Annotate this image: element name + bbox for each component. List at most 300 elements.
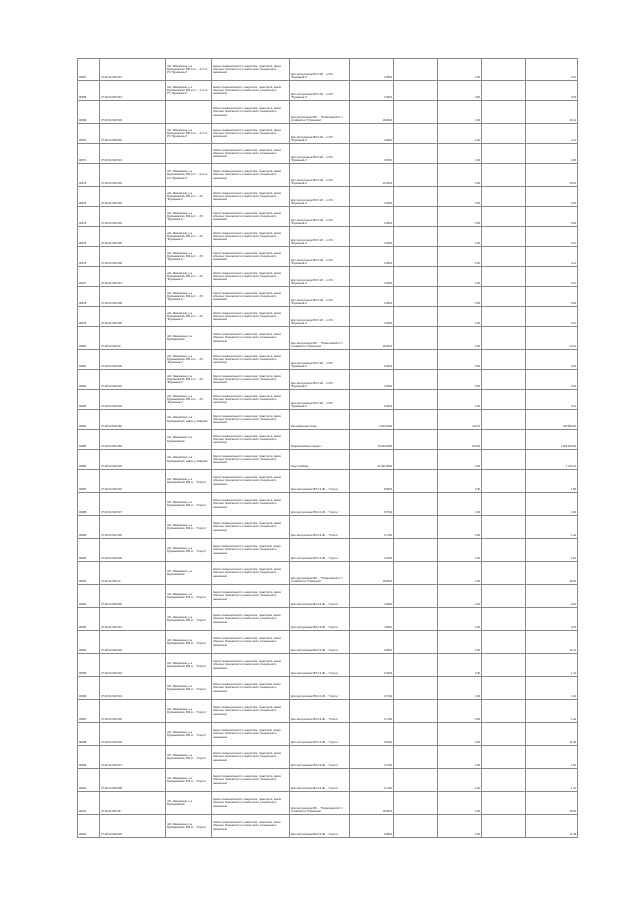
- cell-cadastral-number: 37:19:014726:320: [100, 516, 166, 539]
- cell-cadastral-number: 37:19:014726:332: [100, 390, 166, 410]
- cell-sum: 0.11: [526, 59, 578, 81]
- cell-code: 96090: [78, 539, 100, 562]
- cell-purpose: Для эксплуатации ВЛ-0.4 кВ ... "Гороть": [290, 608, 350, 631]
- table-row: [78, 585, 578, 608]
- cell-address: обл. Ивановская, р-н Фурмановский, 830 м от ... РС "Фурманов-2": [166, 287, 212, 307]
- cell-address: обл. Ивановская, р-н Фурмановский, 830 м ... "Гороть": [166, 493, 212, 516]
- cell-purpose: Для эксплуатации ВЛ ... "Приволжский-2" с отпайкой на "Губкинская": [290, 792, 350, 815]
- cell-code: 96081: [78, 350, 100, 370]
- cell-rate: 0.50: [438, 187, 482, 207]
- cell-address: обл. Ивановская, р-н Фурмановский: [166, 562, 212, 585]
- cell-sum: 0.11: [526, 390, 578, 410]
- cell-address: обл. Ивановская, р-н Фурмановский, 830 м от ... РС "Фурманов-2": [166, 187, 212, 207]
- cell-rate: 0.50: [438, 207, 482, 227]
- cell-empty: [394, 677, 438, 700]
- cell-empty: [482, 164, 526, 187]
- cell-cadastral-number: 37:19:014726:344: [100, 677, 166, 700]
- cell-purpose: Для эксплуатации ВЛ 6 кВ ... от РС "Фурманов-2": [290, 59, 350, 81]
- cell-empty: [394, 430, 438, 450]
- cell-rate: 0.50: [438, 370, 482, 390]
- cell-code: 96085: [78, 430, 100, 450]
- cell-code: 96079: [78, 307, 100, 327]
- cell-empty: [394, 746, 438, 769]
- cell-rate: 0.40: [438, 327, 482, 350]
- cell-sum: 1.60: [526, 746, 578, 769]
- cell-purpose: Радиорелейная станция ...: [290, 430, 350, 450]
- cell-area: 0.0054: [350, 227, 394, 247]
- table-row: [78, 144, 578, 164]
- table-row: [78, 677, 578, 700]
- cell-rate: 0.40: [438, 124, 482, 144]
- cell-sum: 0.11: [526, 227, 578, 247]
- cell-sum: 0.05: [526, 144, 578, 164]
- cell-area: 0.7604: [350, 654, 394, 677]
- table-row: [78, 187, 578, 207]
- table-row: [78, 207, 578, 227]
- cell-empty: [394, 493, 438, 516]
- cell-land-category: Земли промышленности, энергетики, транспорта, земли обороны, безопасности и земли иного специального назначения: [212, 430, 290, 450]
- cell-land-category: Земли промышленности, энергетики, транспорта, земли обороны, безопасности и земли иного специального назначения: [212, 247, 290, 267]
- cell-land-category: Земли промышленности, энергетики, транспорта, земли обороны, безопасности и земли иного специального назначения: [212, 700, 290, 723]
- cell-sum: 0.03: [526, 350, 578, 370]
- cell-sum: 8.92: [526, 585, 578, 608]
- table-row: [78, 470, 578, 493]
- cell-code: 96097: [78, 700, 100, 723]
- cell-code: 96082: [78, 370, 100, 390]
- cell-purpose: Для эксплуатации ВЛ ... "Приволжский-2" с отпайкой на "Губкинская": [290, 101, 350, 124]
- cell-cadastral-number: 37:19:014726:319: [100, 81, 166, 101]
- cell-land-category: Земли промышленности, энергетики, транспорта, земли обороны, безопасности и земли иного специального назначения: [212, 227, 290, 247]
- cell-area: 0.7104: [350, 746, 394, 769]
- cell-address: обл. Ивановская, р-н Фурмановский, район д. Жарково: [166, 450, 212, 470]
- cell-empty: [482, 677, 526, 700]
- cell-sum: 450 800.00: [526, 410, 578, 430]
- cell-sum: 18.00: [526, 792, 578, 815]
- cell-empty: [482, 769, 526, 792]
- cell-land-category: Земли промышленности, энергетики, транспорта, земли обороны, безопасности и земли иного специального назначения: [212, 370, 290, 390]
- cell-address: [166, 101, 212, 124]
- cell-empty: [482, 287, 526, 307]
- cell-empty: [482, 430, 526, 450]
- cell-sum: 54.11: [526, 101, 578, 124]
- cell-code: 96068: [78, 81, 100, 101]
- cell-sum: 36.00: [526, 562, 578, 585]
- cell-purpose: Для эксплуатации ВЛ 6 кВ ... от РС "Фурманов-2": [290, 247, 350, 267]
- cell-cadastral-number: 37:19:014726:307: [100, 493, 166, 516]
- cell-empty: [394, 450, 438, 470]
- cell-rate: 0.40: [438, 654, 482, 677]
- cell-address: обл. Ивановская, р-н Фурмановский, 830 м от ... РС "Фурманов-2": [166, 267, 212, 287]
- cell-rate: 0.00: [438, 723, 482, 746]
- cell-sum: 1.42: [526, 677, 578, 700]
- cell-empty: [394, 390, 438, 410]
- cell-code: 96070: [78, 124, 100, 144]
- table-row: [78, 327, 578, 350]
- cell-rate: 0.40: [438, 769, 482, 792]
- cell-sum: 0.03: [526, 370, 578, 390]
- cell-cadastral-number: 37:19:014726:14: [100, 562, 166, 585]
- cell-land-category: Земли промышленности, энергетики, транспорта, земли обороны, безопасности и земли иного специального назначения: [212, 390, 290, 410]
- cell-rate: 0.40: [438, 815, 482, 838]
- cell-code: 96072: [78, 164, 100, 187]
- cell-area: 0.7604: [350, 539, 394, 562]
- cell-empty: [394, 350, 438, 370]
- cell-empty: [394, 144, 438, 164]
- cell-empty: [394, 410, 438, 430]
- cell-sum: 0.03: [526, 207, 578, 227]
- cell-area: 8.8004: [350, 470, 394, 493]
- cell-code: 96087: [78, 470, 100, 493]
- cell-empty: [482, 144, 526, 164]
- cell-purpose: Для эксплуатации ВЛ 6 кВ ... от РС "Фурманов-2": [290, 287, 350, 307]
- cell-purpose: Для эксплуатации ВЛ-0.4 кВ ... "Гороть": [290, 470, 350, 493]
- cell-address: обл. Ивановская, р-н Фурмановский, 830 м ... "Гороть": [166, 654, 212, 677]
- cell-code: 96084: [78, 410, 100, 430]
- cell-purpose: Для эксплуатации ВЛ 6 кВ ... от РС "Фурманов-2": [290, 207, 350, 227]
- cell-cadastral-number: 37:19:014726:310: [100, 59, 166, 81]
- cell-empty: [394, 654, 438, 677]
- cell-address: обл. Ивановская, р-н Фурмановский, 830 м ... "Гороть": [166, 746, 212, 769]
- cell-empty: [394, 585, 438, 608]
- cell-purpose: Для эксплуатации ВЛ-0.4 кВ ... "Гороть": [290, 631, 350, 654]
- cell-sum: 0.11: [526, 267, 578, 287]
- cell-code: 96094: [78, 631, 100, 654]
- cell-sum: 0.03: [526, 81, 578, 101]
- cell-area: 0.7104: [350, 769, 394, 792]
- cell-cadastral-number: 37:19:014726:303: [100, 164, 166, 187]
- cell-rate: 0.50: [438, 287, 482, 307]
- cell-empty: [482, 370, 526, 390]
- cell-address: обл. Ивановская, р-н Фурмановский, 830 м ... "Гороть": [166, 677, 212, 700]
- cell-land-category: Земли промышленности, энергетики, транспорта, земли обороны, безопасности и земли иного специального назначения: [212, 769, 290, 792]
- cell-rate: 0.50: [438, 81, 482, 101]
- cell-area: 0.6604: [350, 631, 394, 654]
- cell-code: 96095: [78, 654, 100, 677]
- cell-cadastral-number: 37:19:014726:38: [100, 792, 166, 815]
- cell-land-category: Земли промышленности, энергетики, транспорta, земли обороны, безопасности и земли иного специального назначения: [212, 723, 290, 746]
- cell-land-category: Земли промышленности, энергетики, транспорта, земли обороны, безопасности и земли иного специального назначения: [212, 470, 290, 493]
- cell-sum: 9.75: [526, 608, 578, 631]
- cell-purpose: Для эксплуатации ВЛ-0.4 кВ ... "Гороть": [290, 493, 350, 516]
- cell-address: обл. Ивановская, р-н Фурмановский, 830 м ... "Гороть": [166, 700, 212, 723]
- cell-sum: 0.11: [526, 307, 578, 327]
- cell-cadastral-number: 37:19:014726:342: [100, 631, 166, 654]
- cell-empty: [482, 350, 526, 370]
- cell-sum: 1.60: [526, 493, 578, 516]
- cell-sum: 72.01: [526, 327, 578, 350]
- cell-empty: [482, 585, 526, 608]
- cell-empty: [394, 516, 438, 539]
- cell-address: обл. Ивановская, р-н Фурмановский, 830 м от ... 6-го от РС "Фурманов-2": [166, 81, 212, 101]
- cell-empty: [394, 287, 438, 307]
- cell-empty: [394, 562, 438, 585]
- cell-address: обл. Ивановская, р-н Фурмановский, 830 м от ... РС "Фурманов-2": [166, 307, 212, 327]
- cell-area: 0.7104: [350, 516, 394, 539]
- cell-area: 0.0054: [350, 390, 394, 410]
- cell-area: 18.0004: [350, 327, 394, 350]
- cell-land-category: Земли промышленности, энергетики, транспорта, земли обороны, безопасности и земли иного специального назначения: [212, 350, 290, 370]
- cell-area: 0.0554: [350, 59, 394, 81]
- cell-empty: [394, 723, 438, 746]
- cell-purpose: Интервальный склад: [290, 410, 350, 430]
- cell-rate: 0.40: [438, 608, 482, 631]
- cell-cadastral-number: 37:19:014726:294: [100, 470, 166, 493]
- cell-rate: 0.40: [438, 493, 482, 516]
- cell-rate: 0.40: [438, 539, 482, 562]
- cell-sum: 11.31: [526, 631, 578, 654]
- cell-cadastral-number: 37:19:014726:302: [100, 187, 166, 207]
- cell-empty: [394, 164, 438, 187]
- cell-address: обл. Ивановская, р-н Фурмановский, 830 м от ... РС "Фурманов-2": [166, 247, 212, 267]
- cell-land-category: Земли промышленности, энергетики, транспорта, земли обороны, безопасности и земли иного специального назначения: [212, 287, 290, 307]
- cell-rate: 0.00: [438, 585, 482, 608]
- table-row: [78, 815, 578, 838]
- table-row: [78, 654, 578, 677]
- cell-area: 4.8604: [350, 608, 394, 631]
- cell-address: обл. Ивановская, р-н Фурмановский, 830 м от ... 6-го от РС "Фурманов-2": [166, 59, 212, 81]
- table-row: [78, 247, 578, 267]
- cell-empty: [394, 815, 438, 838]
- cell-area: 18.0004: [350, 562, 394, 585]
- cell-land-category: Земли промышленности, энергетики, транспорта, земли обороны, безопасности и земли иного специального назначения: [212, 654, 290, 677]
- cell-cadastral-number: 37:19:014726:249: [100, 450, 166, 470]
- cell-code: 96067: [78, 59, 100, 81]
- cell-empty: [394, 307, 438, 327]
- cell-sum: 0.03: [526, 287, 578, 307]
- cell-rate: 100.00: [438, 430, 482, 450]
- cell-empty: [482, 746, 526, 769]
- cell-empty: [394, 81, 438, 101]
- cell-empty: [482, 410, 526, 430]
- cell-code: 96096: [78, 677, 100, 700]
- cell-address: обл. Ивановская, р-н Фурмановский, 830 м ... "Гороть": [166, 723, 212, 746]
- cell-address: обл. Ивановская, р-н Фурмановский, 830 м от ... РС "Фурманов-2": [166, 207, 212, 227]
- cell-empty: [394, 187, 438, 207]
- cell-address: обл. Ивановская, р-н Фурмановский, район д. Жарково: [166, 410, 212, 430]
- table-row: [78, 81, 578, 101]
- cell-empty: [394, 327, 438, 350]
- cell-address: обл. Ивановская, р-н Фурмановский, 830 м от ... 6-го от РС "Фурманов-2": [166, 164, 212, 187]
- cell-rate: 2.00: [438, 562, 482, 585]
- table-body: [78, 59, 578, 838]
- cell-land-category: Земли промышленности, энергетики, транспорта, земли обороны, безопасности и земли иного специального назначения: [212, 144, 290, 164]
- cell-address: обл. Ивановская, р-н Фурмановский, 830 м от ... РС "Фурманов-2": [166, 350, 212, 370]
- cell-empty: [482, 539, 526, 562]
- cell-sum: 1.42: [526, 516, 578, 539]
- cell-code: 96086: [78, 450, 100, 470]
- cell-sum: 1.41: [526, 769, 578, 792]
- cell-code: 96101: [78, 792, 100, 815]
- cell-land-category: Земли промышленности, энергетики, транспорta, земли обороны, безопасности и земли иного специального назначения: [212, 677, 290, 700]
- cell-purpose: Для эксплуатации ВЛ 6 кВ ... от РС "Фурманов-2": [290, 227, 350, 247]
- cell-area: 0.0054: [350, 187, 394, 207]
- cell-rate: 0.40: [438, 164, 482, 187]
- cell-empty: [482, 81, 526, 101]
- cell-purpose: Для эксплуатации ВЛ-0.4 кВ ... "Гороть": [290, 677, 350, 700]
- cell-cadastral-number: 37:19:014726:307: [100, 267, 166, 287]
- cell-rate: 0.40: [438, 470, 482, 493]
- table-row: [78, 287, 578, 307]
- table-row: [78, 631, 578, 654]
- cell-sum: 1.61: [526, 539, 578, 562]
- cell-address: обл. Ивановская, р-н Фурмановский: [166, 327, 212, 350]
- cell-address: обл. Ивановская, р-н Фурмановский, 830 м от ... 6-го от РС "Фурманов-2": [166, 124, 212, 144]
- table-row: [78, 516, 578, 539]
- cell-land-category: Земли промышленности, энергетики, транспорта, земли обороны, безопасности и земли иного специального назначения: [212, 101, 290, 124]
- cell-cadastral-number: 37:19:014726:330: [100, 350, 166, 370]
- cell-rate: 0.00: [438, 700, 482, 723]
- table-row: [78, 124, 578, 144]
- cell-sum: 0.11: [526, 247, 578, 267]
- cell-area: 5.8604: [350, 815, 394, 838]
- cell-area: 8.7604: [350, 493, 394, 516]
- cell-empty: [482, 450, 526, 470]
- cell-land-category: Земли промышленности, энергетики, транспорта, земли обороны, безопасности и земли иного специального назначения: [212, 124, 290, 144]
- cell-land-category: Земли промышленности, энергетики, транспорта, земли обороны, безопасности и земли иного специального назначения: [212, 585, 290, 608]
- cell-land-category: Земли промышленности, энергетики, транспорта, земли обороны, безопасности и земли иного специального назначения: [212, 746, 290, 769]
- cell-purpose: Для эксплуатации ВЛ-0.4 кВ ... "Гороть": [290, 654, 350, 677]
- cell-empty: [394, 370, 438, 390]
- cell-purpose: Для эксплуатации ВЛ 6 кВ ... от РС "Фурманов-2": [290, 124, 350, 144]
- cell-code: 96071: [78, 144, 100, 164]
- cell-empty: [482, 562, 526, 585]
- cell-cadastral-number: 37:19:014726:341: [100, 608, 166, 631]
- cell-purpose: Для эксплуатации ВЛ 6 кВ ... от РС "Фурманов-2": [290, 81, 350, 101]
- cell-rate: 0.40: [438, 144, 482, 164]
- cell-rate: 0.40: [438, 677, 482, 700]
- cell-empty: [394, 267, 438, 287]
- cell-empty: [394, 59, 438, 81]
- cell-land-category: Земли промышленности, энергетики, транспорta, земли обороны, безопасности и земли иного специального назначения: [212, 815, 290, 838]
- cell-land-category: Земли промышленности, энергетики, транспорта, земли обороны, безопасности и земли иного специального назначения: [212, 410, 290, 430]
- cell-purpose: Для эксплуатации ВЛ-0.4 кВ ... "Гороть": [290, 746, 350, 769]
- cell-empty: [482, 207, 526, 227]
- cell-purpose: Для эксплуатации ВЛ-0.4 кВ ... "Гороть": [290, 723, 350, 746]
- cell-cadastral-number: 37:19:014726:345: [100, 700, 166, 723]
- cell-address: обл. Ивановская, р-н Фурмановский, 830 м ... "Гороть": [166, 769, 212, 792]
- table-row: [78, 350, 578, 370]
- cell-cadastral-number: 37:19:014726:300: [100, 101, 166, 124]
- cell-rate: 2.00: [438, 307, 482, 327]
- cell-rate: 2.00: [438, 247, 482, 267]
- cell-code: 96078: [78, 287, 100, 307]
- table-row: [78, 164, 578, 187]
- cell-empty: [482, 723, 526, 746]
- cell-purpose: Для эксплуатации ВЛ 6 кВ ... от РС "Фурманов-2": [290, 267, 350, 287]
- cell-purpose: Для эксплуатации ВЛ 6 кВ ... от РС "Фурманов-2": [290, 350, 350, 370]
- cell-cadastral-number: 37:19:014726:349: [100, 815, 166, 838]
- cell-address: обл. Ивановская, р-н Фурмановский, 830 м ... "Гороть": [166, 815, 212, 838]
- cell-rate: 0.40: [438, 746, 482, 769]
- cell-land-category: Земли промышленности, энергетики, транспорта, земли обороны, безопасности и земли иного специального назначения: [212, 164, 290, 187]
- cell-sum: 11.49: [526, 815, 578, 838]
- cell-land-category: Земли промышленности, энергетики, транспорта, земли обороны, безопасности и земли иного специального назначения: [212, 307, 290, 327]
- table-row: [78, 59, 578, 81]
- cell-rate: 0.40: [438, 101, 482, 124]
- cell-code: 96074: [78, 207, 100, 227]
- cell-area: 0.0054: [350, 267, 394, 287]
- cell-empty: [394, 470, 438, 493]
- cell-empty: [482, 700, 526, 723]
- cell-empty: [482, 631, 526, 654]
- cell-address: обл. Ивановская, р-н Фурмановский: [166, 792, 212, 815]
- cell-land-category: Земли промышленности, энергетики, транспорта, земли обороны, безопасности и земли иного специального назначения: [212, 516, 290, 539]
- cell-code: 96100: [78, 769, 100, 792]
- cell-cadastral-number: 37:19:014726:305: [100, 227, 166, 247]
- cell-area: 0.0054: [350, 370, 394, 390]
- cell-empty: [394, 539, 438, 562]
- cell-area: 18.0004: [350, 792, 394, 815]
- cell-purpose: Для эксплуатации ВЛ-0.4 кВ ... "Гороть": [290, 585, 350, 608]
- cell-area: 0.0054: [350, 247, 394, 267]
- cell-rate: 0.40: [438, 631, 482, 654]
- cell-rate: 0.00: [438, 450, 482, 470]
- cell-cadastral-number: 37:19:014726:20: [100, 327, 166, 350]
- cell-area: 0.0054: [350, 207, 394, 227]
- cell-sum: 1.68: [526, 470, 578, 493]
- cell-land-category: Земли промышленности, энергетики, транспорта, земли обороны, безопасности и земли иного специального назначения: [212, 327, 290, 350]
- cell-purpose: Для эксплуатации ВЛ ... "Приволжский-2" с отпайкой на "Губкинская": [290, 327, 350, 350]
- cell-rate: 0.40: [438, 792, 482, 815]
- cell-area: 0.0054: [350, 287, 394, 307]
- table-row: [78, 493, 578, 516]
- cell-empty: [394, 124, 438, 144]
- cell-cadastral-number: 37:19:014726:302: [100, 124, 166, 144]
- cell-code: 96099: [78, 746, 100, 769]
- table-row: [78, 390, 578, 410]
- cell-address: обл. Ивановская, р-н Фурмановский, 830 м от ... РС "Фурманов-2": [166, 390, 212, 410]
- cell-empty: [394, 792, 438, 815]
- cell-area: 14.5004: [350, 164, 394, 187]
- cell-area: 0.0054: [350, 81, 394, 101]
- cell-empty: [482, 267, 526, 287]
- cell-cadastral-number: 37:19:014726:306: [100, 247, 166, 267]
- cell-purpose: Для эксплуатации ВЛ 6 кВ ... от РС "Фурманов-2": [290, 370, 350, 390]
- cell-code: 96091: [78, 562, 100, 585]
- cell-code: 96092: [78, 585, 100, 608]
- cell-cadastral-number: 37:19:014726:339: [100, 539, 166, 562]
- cell-sum: 11.02: [526, 723, 578, 746]
- cell-rate: 112.70: [438, 410, 482, 430]
- cell-code: 96098: [78, 723, 100, 746]
- table-row: [78, 267, 578, 287]
- table-row: [78, 746, 578, 769]
- cell-land-category: Земли промышленности, энергетики, транспорта, земли обороны, безопасности и земли иного специального назначения: [212, 267, 290, 287]
- cell-sum: 0.11: [526, 124, 578, 144]
- cell-area: 5.5104: [350, 723, 394, 746]
- table-row: [78, 370, 578, 390]
- cell-code: 96089: [78, 516, 100, 539]
- cell-land-category: Земли промышленности, энергетики, транспорта, земли обороны, безопасности и земли иного специального назначения: [212, 207, 290, 227]
- cell-address: [166, 144, 212, 164]
- cell-empty: [482, 307, 526, 327]
- table-row: [78, 723, 578, 746]
- cell-land-category: Земли промышленности, энергетики, транспорта, земли обороны, безопасности и земли иного специального назначения: [212, 631, 290, 654]
- cell-cadastral-number: 37:19:014726:282: [100, 410, 166, 430]
- document-page: [77, 58, 577, 838]
- cell-empty: [482, 815, 526, 838]
- cell-area: 21 601.0000: [350, 450, 394, 470]
- cell-area: 4 000.0000: [350, 410, 394, 430]
- cell-empty: [482, 247, 526, 267]
- cell-land-category: Земли промышленности, энергетики, транспорта, земли обороны, безопасности и земли иного специального назначения: [212, 187, 290, 207]
- cell-code: 96073: [78, 187, 100, 207]
- cell-purpose: Для эксплуатации ВЛ-0.4 кВ ... "Гороть": [290, 815, 350, 838]
- cell-sum: 1 241.61: [526, 450, 578, 470]
- cell-empty: [482, 327, 526, 350]
- cell-rate: 0.40: [438, 516, 482, 539]
- cell-code: 96088: [78, 493, 100, 516]
